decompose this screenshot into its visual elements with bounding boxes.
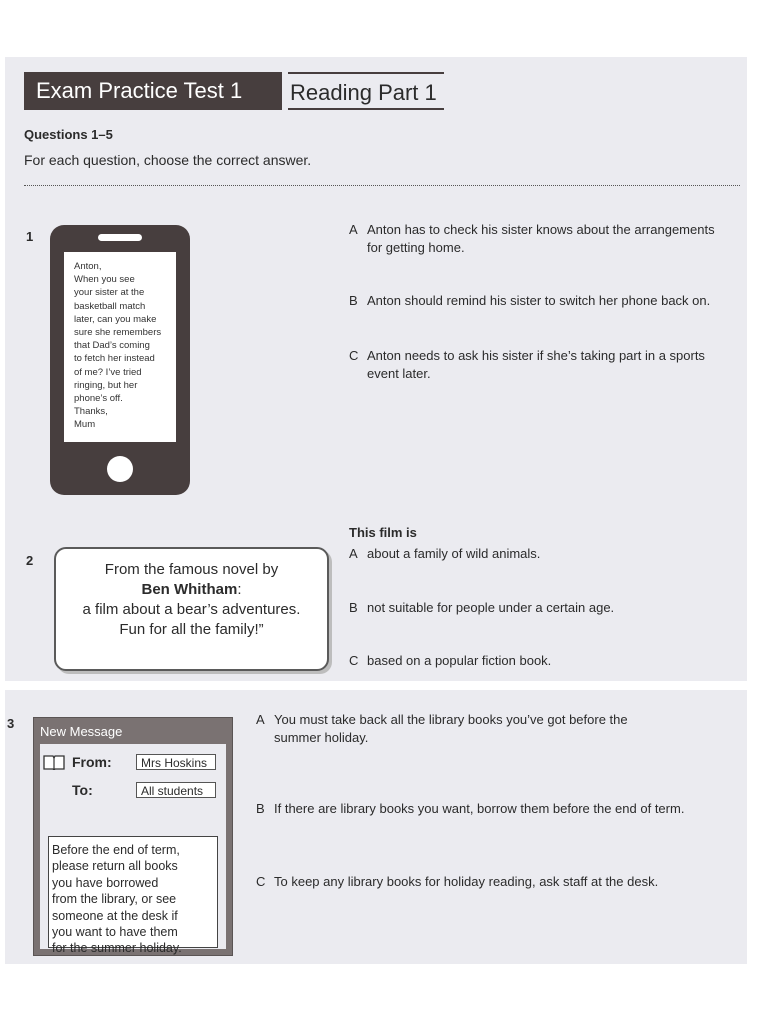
poster-line — [56, 581, 327, 598]
new-message-window — [33, 717, 233, 956]
q2-stem: This film is — [349, 525, 417, 540]
message-line: basketball match — [74, 300, 146, 312]
message-line: your sister at the — [74, 287, 145, 299]
option-text: If there are library books you want, borrow them before the end of term. — [274, 801, 685, 816]
question-number-2: 2 — [26, 553, 34, 568]
option-text: about a family of wild animals. — [367, 546, 541, 561]
option-letter: A — [349, 546, 358, 561]
q3-option-a[interactable] — [256, 711, 726, 747]
message-line: someone at the desk if — [52, 908, 178, 923]
q3-option-b[interactable] — [256, 800, 736, 818]
option-letter: B — [256, 801, 265, 816]
phone-home-button — [107, 456, 133, 482]
option-text: not suitable for people under a certain age. — [367, 600, 615, 615]
questions-range: Questions 1–5 — [24, 127, 113, 142]
question-number-1: 1 — [26, 229, 34, 244]
message-line: of me? I’ve tried — [74, 366, 142, 378]
message-text-box — [48, 836, 218, 956]
message-line: Before the end of term, — [52, 843, 180, 857]
message-line: sure she remembers — [74, 327, 162, 339]
option-letter: B — [349, 293, 358, 308]
message-line: phone’s off. — [74, 393, 123, 405]
option-text: Anton should remind his sister to switch her phone back on. — [367, 293, 711, 308]
option-text: To keep any library books for holiday reading, ask staff at the desk. — [274, 874, 659, 889]
q1-option-a[interactable] — [349, 221, 739, 257]
message-line: you want to have them — [52, 925, 178, 940]
q1-option-b[interactable] — [349, 292, 739, 310]
option-text: You must take back all the library books you’ve got before the — [274, 712, 628, 727]
option-letter: C — [256, 874, 266, 889]
message-line: you have borrowed — [52, 875, 159, 890]
to-label: To: — [72, 782, 93, 798]
message-line: When you see — [74, 274, 135, 286]
poster-author: Ben Whitham — [141, 581, 238, 598]
poster-line: From the famous novel by — [104, 561, 279, 578]
option-text: Anton has to check his sister knows about the arrangements — [367, 222, 715, 237]
option-letter: A — [349, 222, 358, 237]
option-text: event later. — [367, 366, 431, 381]
q2-option-a[interactable] — [349, 545, 739, 563]
message-line: Mum — [74, 419, 96, 431]
from-label: From: — [72, 754, 112, 770]
test-title: Exam Practice Test 1 — [24, 72, 282, 110]
poster-line: Fun for all the family!” — [119, 621, 264, 638]
page-section-bottom — [5, 690, 747, 964]
option-text: Anton needs to ask his sister if she’s taking part in a sports — [367, 348, 705, 363]
message-line: that Dad’s coming — [74, 340, 150, 352]
poster-line: a film about a bear’s adventures. — [82, 601, 301, 618]
phone-screen — [64, 252, 176, 442]
q2-option-c[interactable] — [349, 652, 739, 670]
option-letter: C — [349, 653, 359, 668]
to-field[interactable]: All students — [136, 782, 216, 798]
phone-message — [74, 260, 170, 432]
option-text: for getting home. — [367, 240, 465, 255]
option-text: based on a popular fiction book. — [367, 653, 552, 668]
part-title: Reading Part 1 — [288, 72, 444, 110]
message-line: from the library, or see — [52, 892, 177, 907]
message-line: later, can you make — [74, 313, 157, 325]
book-icon — [43, 754, 65, 770]
message-text — [52, 842, 214, 957]
window-title: New Message — [40, 724, 123, 739]
dotted-divider — [24, 185, 740, 186]
from-field[interactable]: Mrs Hoskins — [136, 754, 216, 770]
message-line: ringing, but her — [74, 379, 138, 391]
phone-icon — [50, 225, 190, 495]
q2-option-b[interactable] — [349, 599, 739, 617]
film-poster — [54, 547, 329, 671]
q3-option-c[interactable] — [256, 873, 736, 891]
message-line: to fetch her instead — [74, 353, 155, 365]
message-body — [40, 744, 226, 956]
option-letter: C — [349, 348, 359, 363]
poster-colon: : — [237, 581, 242, 598]
q1-option-c[interactable] — [349, 347, 739, 383]
question-number-3: 3 — [7, 716, 15, 731]
option-letter: B — [349, 600, 358, 615]
message-line: for the summer holiday. — [52, 941, 182, 956]
message-line: please return all books — [52, 859, 178, 874]
option-text: summer holiday. — [274, 730, 369, 745]
page-section-top — [5, 57, 747, 681]
message-line: Thanks, — [74, 406, 108, 418]
option-letter: A — [256, 712, 265, 727]
instruction: For each question, choose the correct answer. — [24, 152, 312, 168]
message-line: Anton, — [74, 261, 102, 272]
phone-speaker — [98, 234, 142, 241]
